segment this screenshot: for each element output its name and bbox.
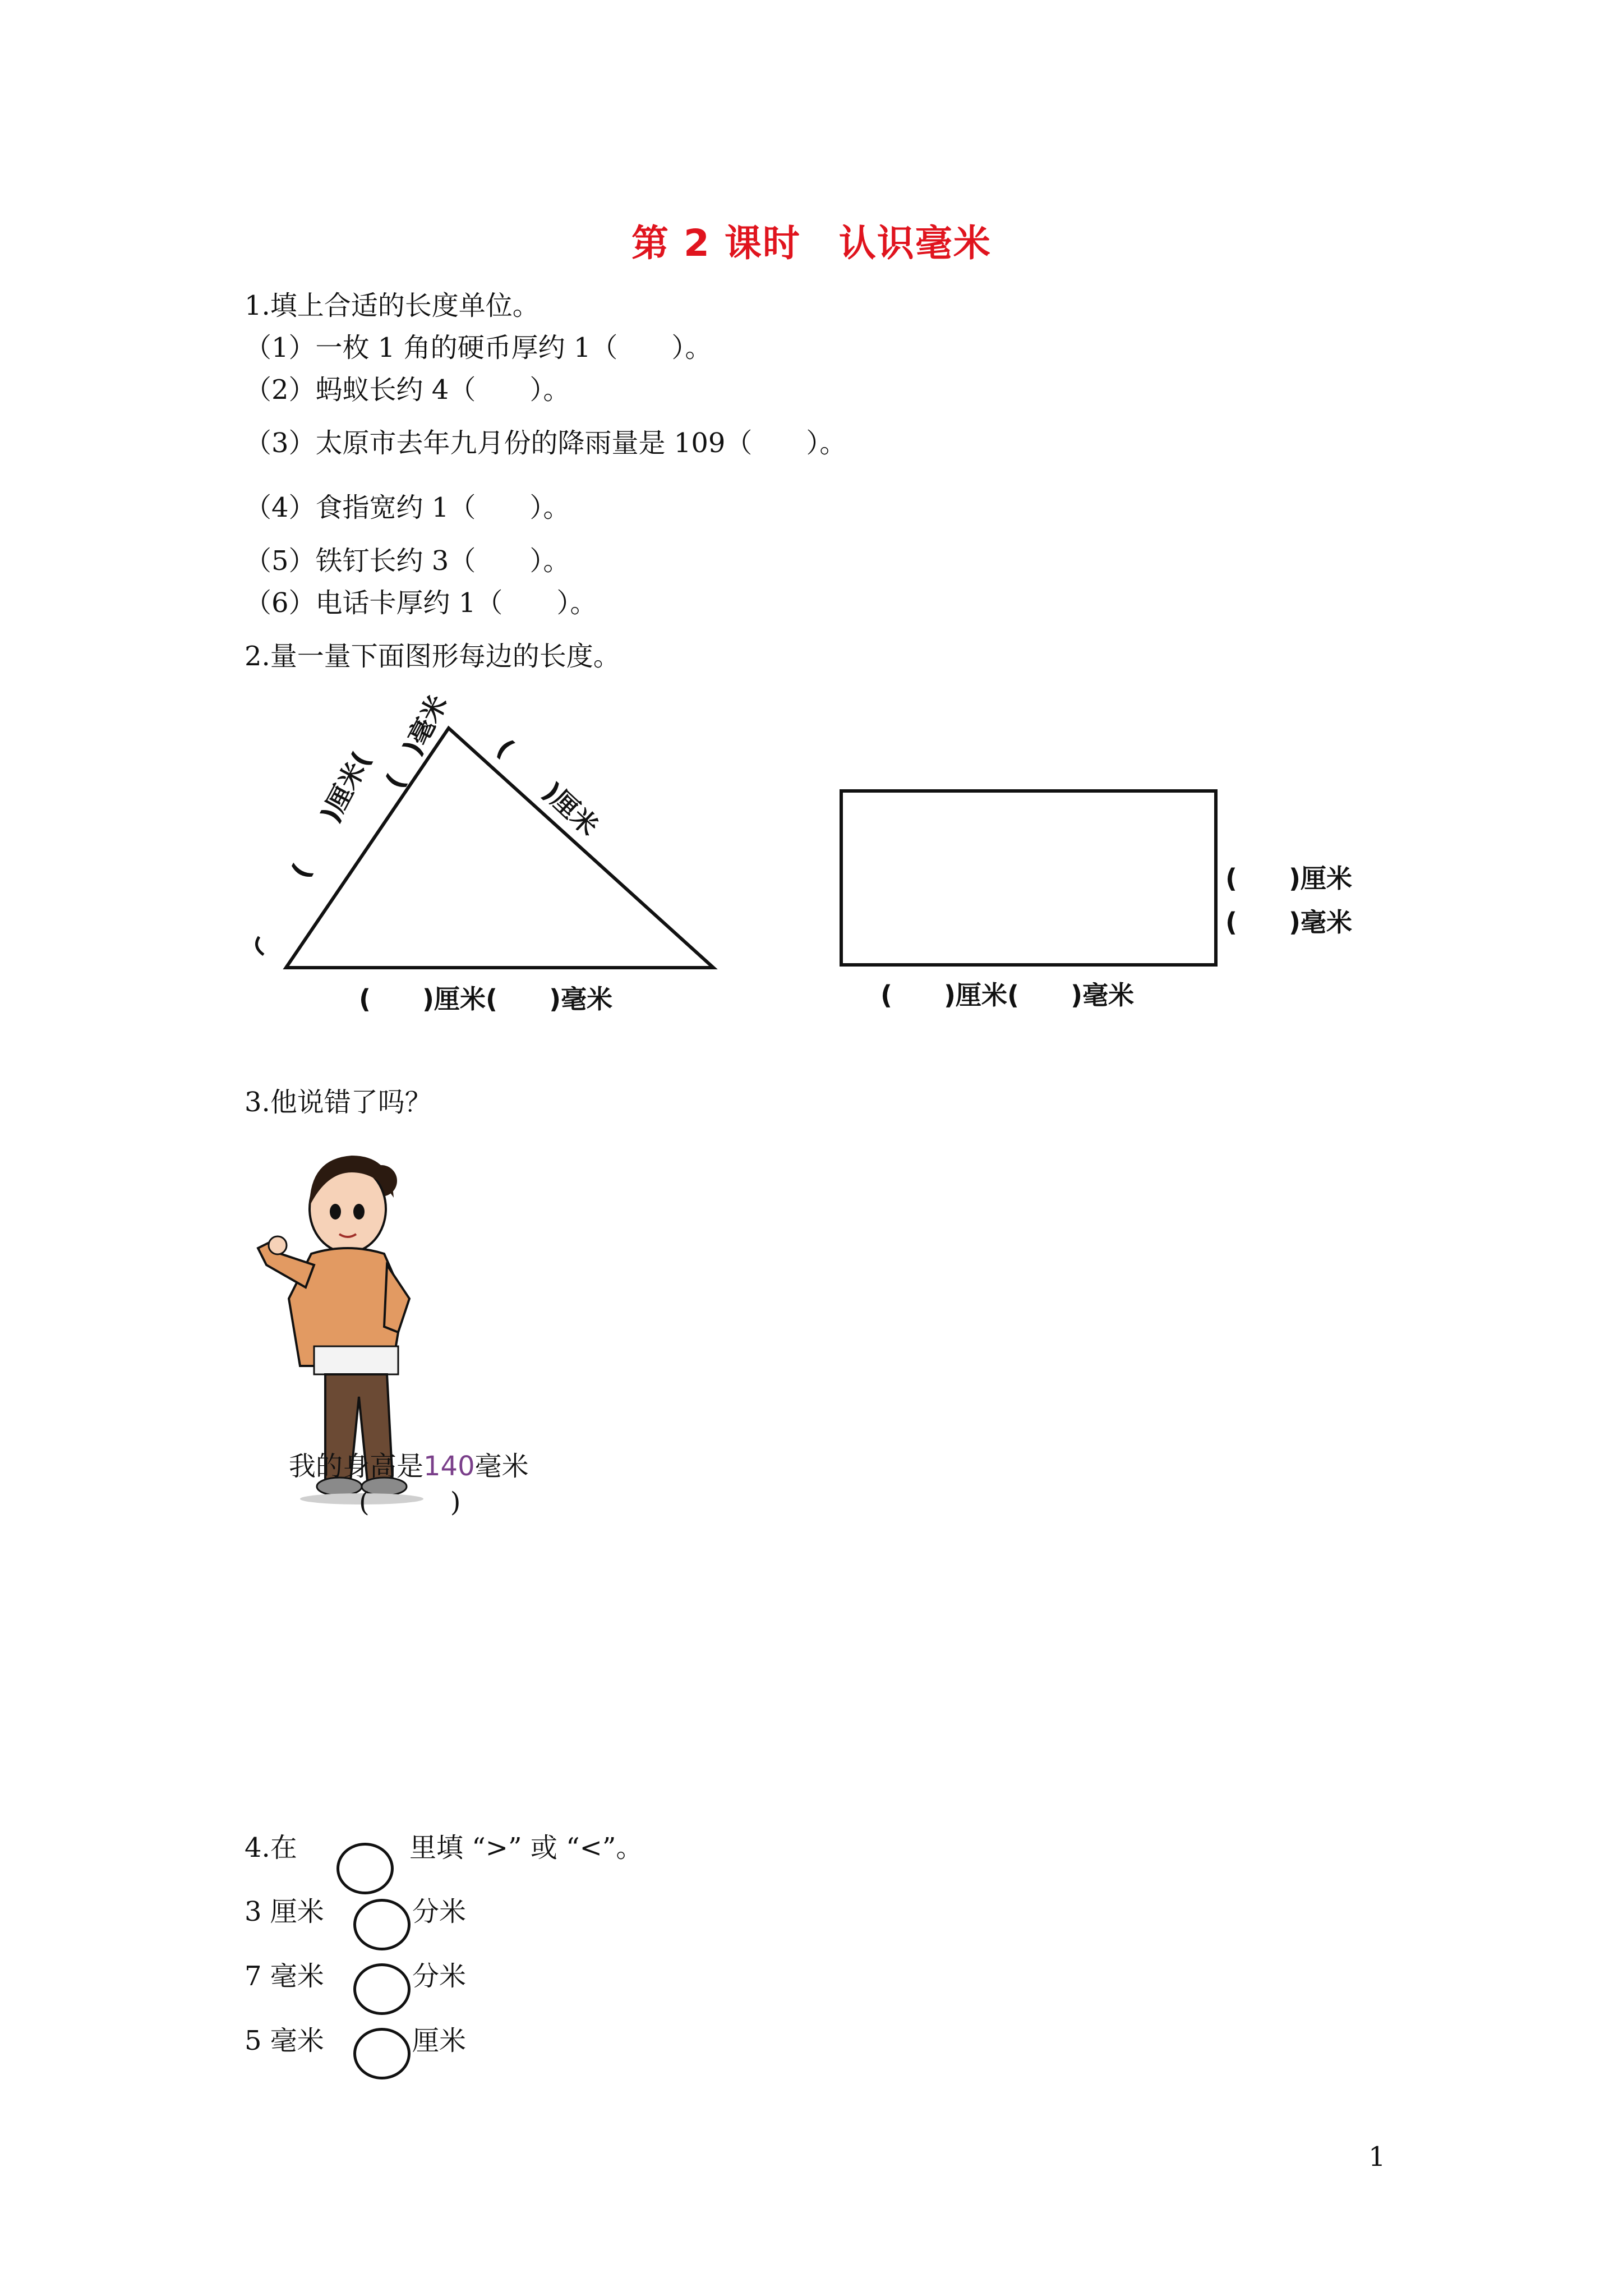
q1-item-5: （5）铁钉长约 3（ ）。 — [245, 545, 570, 577]
q4-row-3-left: 5 毫米 — [245, 2025, 324, 2056]
triangle-bottom-label: ( )厘米( )毫米 — [359, 984, 613, 1014]
q4-row-1-left: 3 厘米 — [245, 1896, 324, 1927]
triangle-left-side-label: ( )厘米( — [284, 724, 389, 884]
rectangle-bottom-label: ( )厘米( )毫米 — [880, 980, 1135, 1010]
q3-caption-suffix: 毫米 — [474, 1451, 529, 1482]
q1-item-2: （2）蚂蚁长约 4（ ）。 — [245, 374, 570, 406]
q1-item-4: （4）食指宽约 1（ ）。 — [245, 492, 570, 523]
q4-heading-pre: 4.在 — [245, 1832, 297, 1864]
rectangle-right-cm-label: ( )厘米 — [1225, 863, 1353, 894]
q2-heading: 2.量一量下面图形每边的长度。 — [245, 641, 620, 672]
compare-circle-row-3[interactable] — [353, 2028, 411, 2079]
q4-row-1-right: 分米 — [412, 1896, 467, 1927]
q4-row-2-right: 分米 — [412, 1961, 467, 1992]
q3-caption-number: 140 — [423, 1451, 475, 1482]
triangle-left-mm-label: ( )毫米 — [379, 690, 454, 794]
q3-answer-blank: ( ) — [359, 1487, 461, 1518]
rectangle-right-mm-label: ( )毫米 — [1225, 907, 1353, 937]
q3-caption-prefix: 我的身高是 — [289, 1451, 424, 1482]
q1-item-6: （6）电话卡厚约 1（ ）。 — [245, 587, 597, 619]
compare-circle-row-1[interactable] — [353, 1899, 411, 1950]
q4-heading-post: 里填 “>” 或 “<”。 — [409, 1832, 643, 1864]
q4-row-3-right: 厘米 — [412, 2025, 467, 2056]
page-number: 1 — [1368, 2141, 1386, 2173]
q4-row-2-left: 7 毫米 — [245, 1961, 324, 1992]
triangle-right-side-label: ( )厘米 — [491, 733, 605, 842]
q1-item-1: （1）一枚 1 角的硬币厚约 1（ ）。 — [245, 332, 712, 364]
q1-item-3: （3）太原市去年九月份的降雨量是 109（ ）。 — [245, 427, 847, 459]
q1-heading: 1.填上合适的长度单位。 — [245, 290, 540, 321]
page-title: 第 2 课时 认识毫米 — [631, 222, 992, 265]
q3-heading: 3.他说错了吗？ — [245, 1087, 432, 1118]
q3-caption — [289, 1444, 529, 1483]
compare-circle-row-2[interactable] — [353, 1963, 411, 2015]
compare-circle[interactable] — [336, 1843, 394, 1894]
